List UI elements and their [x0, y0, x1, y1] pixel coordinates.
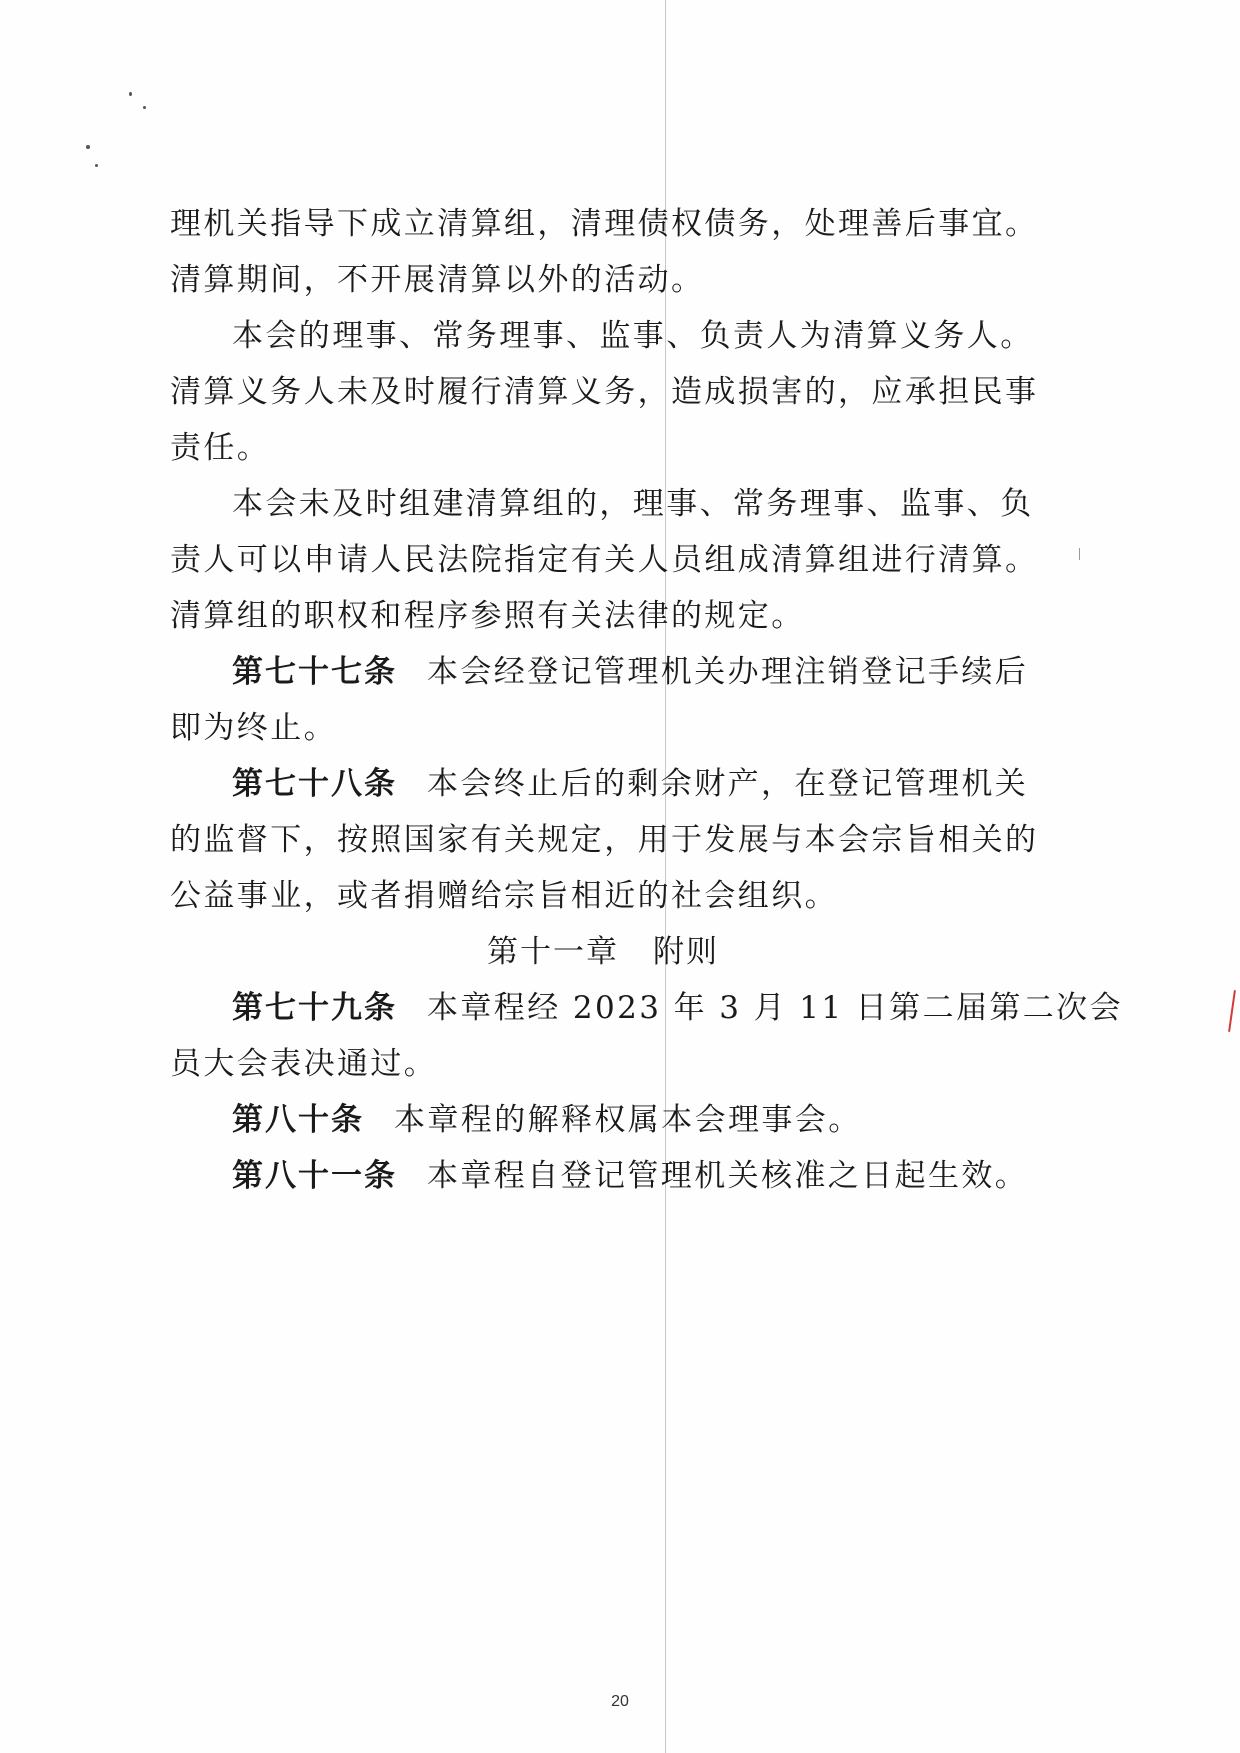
scan-speck [86, 145, 90, 149]
article-text: 本会终止后的剩余财产，在登记管理机关 [427, 766, 1029, 802]
scan-speck [95, 164, 98, 167]
text-line: 清算组的职权和程序参照有关法律的规定。 [170, 598, 805, 634]
chapter-number: 第十一章 [487, 934, 619, 970]
text-line: 即为终止。 [170, 710, 337, 746]
text-line: 员大会表决通过。 [170, 1046, 438, 1082]
article-text: 本章程经 2023 年 3 月 11 日第二届第二次会 [427, 990, 1123, 1026]
article-81 [170, 1148, 1036, 1204]
article-text: 本会经登记管理机关办理注销登记手续后 [427, 654, 1029, 690]
article-heading: 第七十七条 [232, 654, 397, 690]
article-heading: 第七十九条 [232, 990, 397, 1026]
article-79 [170, 980, 1123, 1036]
text-line: 本会未及时组建清算组的，理事、常务理事、监事、负 [232, 486, 1034, 522]
article-heading: 第七十八条 [232, 766, 397, 802]
scan-mark [1079, 548, 1080, 560]
chapter-title: 附则 [653, 934, 719, 970]
text-line: 公益事业，或者捐赠给宗旨相近的社会组织。 [170, 878, 838, 914]
document-body [170, 196, 1123, 1204]
scan-speck [143, 106, 146, 109]
text-line: 责人可以申请人民法院指定有关人员组成清算组进行清算。 [170, 542, 1039, 578]
text-line: 本会的理事、常务理事、监事、负责人为清算义务人。 [232, 318, 1034, 354]
text-line: 的监督下，按照国家有关规定，用于发展与本会宗旨相关的 [170, 822, 1039, 858]
page-number: 20 [611, 1693, 629, 1710]
article-heading: 第八十条 [232, 1102, 364, 1138]
article-heading: 第八十一条 [232, 1158, 397, 1194]
text-line: 责任。 [170, 430, 271, 466]
article-78 [170, 756, 1036, 812]
chapter-heading [170, 924, 1036, 980]
text-line: 理机关指导下成立清算组，清理债权债务，处理善后事宜。 [170, 206, 1039, 242]
scan-speck [129, 92, 132, 96]
text-line: 清算期间，不开展清算以外的活动。 [170, 262, 705, 298]
text-line: 清算义务人未及时履行清算义务，造成损害的，应承担民事 [170, 374, 1039, 410]
article-text: 本章程自登记管理机关核准之日起生效。 [427, 1158, 1029, 1194]
article-80 [170, 1092, 1036, 1148]
article-77 [170, 644, 1036, 700]
red-pen-mark [1228, 990, 1236, 1032]
article-text: 本章程的解释权属本会理事会。 [394, 1102, 862, 1138]
